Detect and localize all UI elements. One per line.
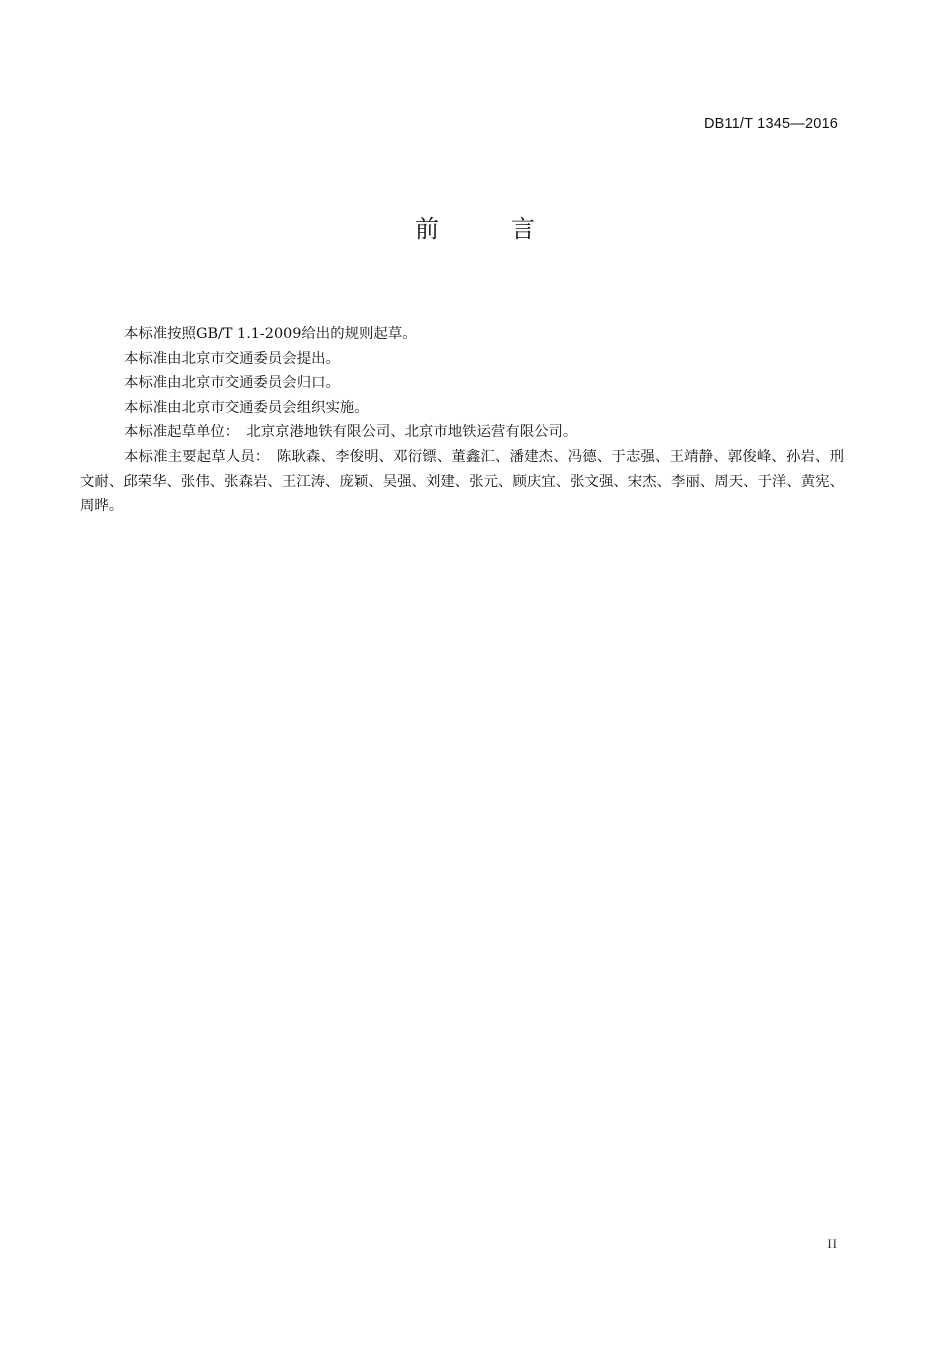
foreword-body <box>80 322 844 519</box>
paragraph-proposed-by: 本标准由北京市交通委员会提出。 <box>124 350 340 367</box>
paragraph-drafting-rules: 本标准按照GB/T 1.1-2009给出的规则起草。 <box>124 326 417 342</box>
page-title: 前 言 <box>415 215 559 243</box>
paragraph-drafting-units: 本标准起草单位： 北京京港地铁有限公司、北京市地铁运营有限公司。 <box>124 424 578 441</box>
page-number: II <box>827 1236 838 1251</box>
paragraph-centralized-by: 本标准由北京市交通委员会归口。 <box>124 375 340 392</box>
paragraph-implemented-by: 本标准由北京市交通委员会组织实施。 <box>124 399 369 416</box>
standard-code: DB11/T 1345—2016 <box>703 116 838 132</box>
paragraph-drafters: 本标准主要起草人员： 陈耿森、李俊明、邓衍镖、董鑫汇、潘建杰、冯德、于志强、王靖静、郭俊峰、孙岩、刑文耐、邱荣华、张伟、张森岩、王江涛、庞颖、吴强、刘建、张元、顾庆宜、张文强、宋杰、李丽、周天、于洋、黄宪、周晔。 <box>80 448 844 515</box>
